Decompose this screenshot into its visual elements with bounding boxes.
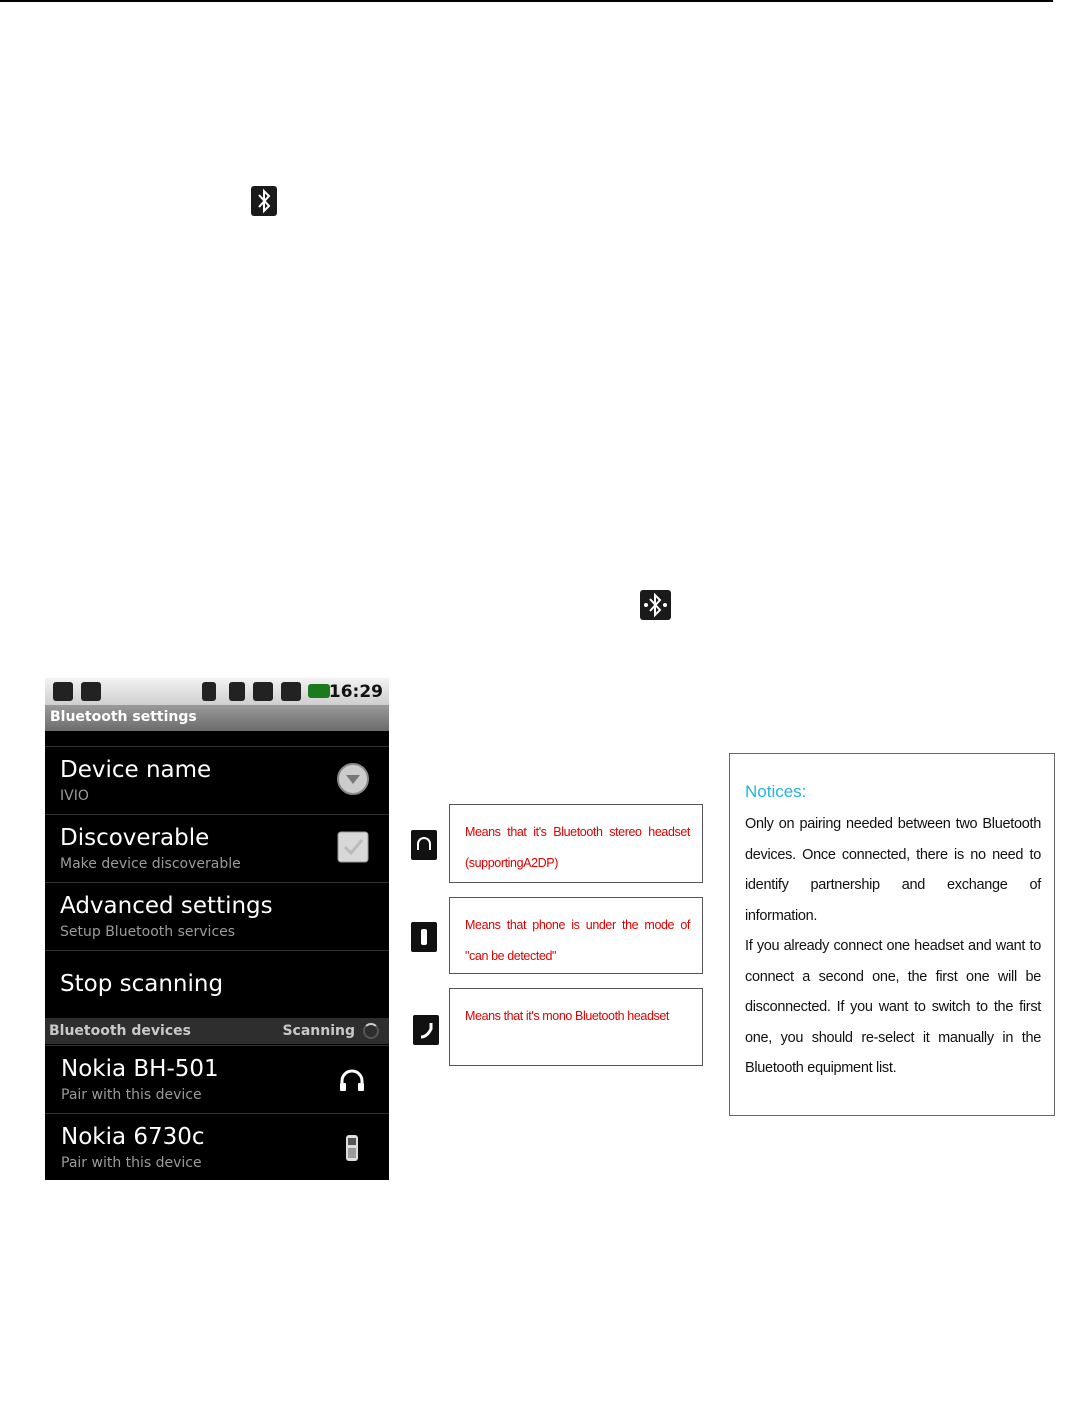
- row-subtitle: IVIO: [60, 788, 89, 804]
- signal-icon-2: [281, 682, 301, 701]
- signal-icon: [253, 682, 273, 701]
- bluetooth-icon: [251, 186, 277, 216]
- row-device-name[interactable]: [45, 746, 389, 814]
- vibrate-icon: [229, 682, 245, 701]
- row-subtitle: Make device discoverable: [60, 856, 241, 872]
- checkbox-icon[interactable]: [336, 830, 370, 869]
- notices-body: [745, 809, 1041, 1084]
- bluetooth-connected-icon: [640, 590, 671, 620]
- scanning-label: Scanning: [282, 1023, 355, 1039]
- notices-box: [729, 753, 1055, 1116]
- spinner-icon: [363, 1023, 379, 1039]
- phone-icon: [411, 922, 437, 952]
- bluetooth-icon: [202, 682, 216, 701]
- handset-icon: [413, 1015, 439, 1045]
- legend-text: Means that it's mono Bluetooth headset: [465, 1009, 669, 1023]
- row-advanced-settings[interactable]: [45, 882, 389, 950]
- battery-icon: [308, 684, 330, 698]
- device-subtitle: Pair with this device: [61, 1155, 202, 1171]
- headphone-icon: [338, 1068, 366, 1097]
- row-title: Stop scanning: [60, 971, 224, 997]
- phone-icon: [344, 1134, 360, 1167]
- legend-box-detected: [449, 897, 703, 974]
- device-row-nokia-bh-501[interactable]: [45, 1045, 389, 1113]
- legend-text: Means that it's Bluetooth stereo headset (supportingA2DP): [465, 825, 690, 870]
- legend-box-stereo: [449, 804, 703, 883]
- row-title: Discoverable: [60, 825, 210, 851]
- notices-paragraph: Only on pairing needed between two Bluetooth devices. Once connected, there is no need to identify partnership and exchange of information.: [745, 816, 1041, 924]
- status-time: 16:29: [328, 682, 383, 702]
- devices-section-header: [45, 1018, 389, 1044]
- phone-screenshot: [45, 678, 389, 1180]
- page-title: Bluetooth settings: [50, 709, 197, 725]
- row-stop-scanning[interactable]: [45, 950, 389, 1018]
- usb-icon: [81, 682, 101, 701]
- devices-header-label: Bluetooth devices: [49, 1023, 191, 1039]
- row-title: Advanced settings: [60, 893, 273, 919]
- notices-paragraph: If you already connect one headset and want to connect a second one, the first one will be disconnected. If you want to switch to the first one, you should re-select it manually in the Bluetooth equipment list.: [745, 938, 1041, 1076]
- device-title: Nokia 6730c: [61, 1124, 205, 1150]
- row-title: Device name: [60, 757, 212, 783]
- row-discoverable[interactable]: [45, 814, 389, 882]
- top-rule: [0, 0, 1053, 2]
- row-subtitle: Setup Bluetooth services: [60, 924, 236, 940]
- android-icon: [53, 682, 73, 701]
- notices-title: Notices:: [745, 782, 807, 801]
- headphone-icon: [411, 830, 437, 860]
- status-bar: [45, 678, 389, 705]
- device-title: Nokia BH-501: [61, 1056, 219, 1082]
- dropdown-icon[interactable]: [336, 762, 370, 801]
- device-row-nokia-6730c[interactable]: [45, 1113, 389, 1180]
- device-subtitle: Pair with this device: [61, 1087, 202, 1103]
- legend-text: Means that phone is under the mode of "can be detected": [465, 918, 690, 963]
- legend-box-mono: [449, 988, 703, 1066]
- settings-title-bar: [45, 705, 389, 731]
